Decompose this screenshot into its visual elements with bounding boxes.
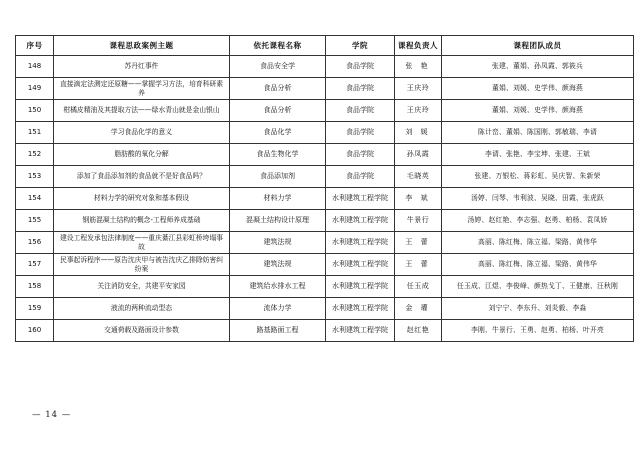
header-case-topic: 课程思政案例主题 bbox=[54, 36, 230, 56]
college-name: 水利建筑工程学院 bbox=[326, 298, 395, 320]
college-name: 水利建筑工程学院 bbox=[326, 254, 395, 276]
course-lead: 赵红艳 bbox=[395, 320, 442, 342]
row-number: 148 bbox=[16, 56, 54, 78]
course-name: 路基路面工程 bbox=[230, 320, 326, 342]
course-name: 建筑给水排水工程 bbox=[230, 276, 326, 298]
row-number: 153 bbox=[16, 166, 54, 188]
header-course-lead: 课程负责人 bbox=[395, 36, 442, 56]
course-lead: 王 蕾 bbox=[395, 254, 442, 276]
table-row bbox=[16, 144, 634, 166]
row-number: 157 bbox=[16, 254, 54, 276]
row-number: 158 bbox=[16, 276, 54, 298]
course-name: 建筑法规 bbox=[230, 254, 326, 276]
course-lead: 毛晓英 bbox=[395, 166, 442, 188]
course-case-table bbox=[15, 35, 634, 342]
row-number: 156 bbox=[16, 232, 54, 254]
course-name: 食品生物化学 bbox=[230, 144, 326, 166]
table-row bbox=[16, 298, 634, 320]
course-lead: 孙凤霞 bbox=[395, 144, 442, 166]
course-lead: 刘 媛 bbox=[395, 122, 442, 144]
college-name: 食品学院 bbox=[326, 100, 395, 122]
course-name: 食品分析 bbox=[230, 100, 326, 122]
row-number: 150 bbox=[16, 100, 54, 122]
document-page bbox=[15, 35, 633, 342]
page-number: — 14 — bbox=[32, 410, 72, 420]
row-number: 155 bbox=[16, 210, 54, 232]
table-row bbox=[16, 232, 634, 254]
case-topic: 民事起诉程序——原告沈庆甲与被告沈庆乙排除妨害纠纷案 bbox=[54, 254, 230, 276]
college-name: 水利建筑工程学院 bbox=[326, 210, 395, 232]
case-topic: 钢筋混凝土结构的概念-工程师养成基础 bbox=[54, 210, 230, 232]
header-number: 序号 bbox=[16, 36, 54, 56]
table-row bbox=[16, 166, 634, 188]
college-name: 食品学院 bbox=[326, 144, 395, 166]
case-topic: 交通荷载及路面设计参数 bbox=[54, 320, 230, 342]
team-members: 李刚、牛景行、王勇、赵勇、柏杨、叶开亮 bbox=[442, 320, 634, 342]
table-row bbox=[16, 122, 634, 144]
table-row bbox=[16, 100, 634, 122]
college-name: 水利建筑工程学院 bbox=[326, 320, 395, 342]
team-members: 董娟、刘媛、史学伟、颜海燕 bbox=[442, 100, 634, 122]
course-name: 食品安全学 bbox=[230, 56, 326, 78]
course-lead: 张 艳 bbox=[395, 56, 442, 78]
course-name: 材料力学 bbox=[230, 188, 326, 210]
college-name: 食品学院 bbox=[326, 78, 395, 100]
table-row bbox=[16, 254, 634, 276]
header-course-name: 依托课程名称 bbox=[230, 36, 326, 56]
team-members: 张建、董娟、孙凤霞、郭筱兵 bbox=[442, 56, 634, 78]
course-name: 流体力学 bbox=[230, 298, 326, 320]
team-members: 李谞、张艳、李宝坤、张建、王斌 bbox=[442, 144, 634, 166]
college-name: 水利建筑工程学院 bbox=[326, 276, 395, 298]
table-row bbox=[16, 320, 634, 342]
course-name: 食品化学 bbox=[230, 122, 326, 144]
case-topic: 液流的两种流动型态 bbox=[54, 298, 230, 320]
team-members: 张建、万银松、蒋彩虹、吴庆智、朱新荣 bbox=[442, 166, 634, 188]
table-row bbox=[16, 78, 634, 100]
course-name: 建筑法规 bbox=[230, 232, 326, 254]
case-topic: 苏丹红事件 bbox=[54, 56, 230, 78]
row-number: 149 bbox=[16, 78, 54, 100]
case-topic: 材料力学的研究对象和基本假设 bbox=[54, 188, 230, 210]
case-topic: 添加了食品添加剂的食品就不是好食品吗？ bbox=[54, 166, 230, 188]
course-lead: 任玉成 bbox=[395, 276, 442, 298]
header-team-members: 课程团队成员 bbox=[442, 36, 634, 56]
course-lead: 金 瓘 bbox=[395, 298, 442, 320]
college-name: 食品学院 bbox=[326, 166, 395, 188]
team-members: 高丽、陈红梅、陈立福、梁路、黄伟华 bbox=[442, 232, 634, 254]
course-lead: 王 蕾 bbox=[395, 232, 442, 254]
row-number: 154 bbox=[16, 188, 54, 210]
row-number: 151 bbox=[16, 122, 54, 144]
college-name: 水利建筑工程学院 bbox=[326, 188, 395, 210]
course-lead: 王庆玲 bbox=[395, 100, 442, 122]
team-members: 高丽、陈红梅、陈立福、梁路、黄伟华 bbox=[442, 254, 634, 276]
college-name: 食品学院 bbox=[326, 56, 395, 78]
case-topic: 关注消防安全，共建平安家园 bbox=[54, 276, 230, 298]
table-row bbox=[16, 56, 634, 78]
team-members: 汤婷、赵红艳、李志强、赵勇、柏杨、袁凤娇 bbox=[442, 210, 634, 232]
row-number: 160 bbox=[16, 320, 54, 342]
course-lead: 牛景行 bbox=[395, 210, 442, 232]
table-row bbox=[16, 276, 634, 298]
case-topic: 脂肪酸的氧化分解 bbox=[54, 144, 230, 166]
row-number: 152 bbox=[16, 144, 54, 166]
team-members: 董娟、刘媛、史学伟、颜海燕 bbox=[442, 78, 634, 100]
team-members: 汤婷、闫琴、韦利波、吴晓、田霞、张虎跃 bbox=[442, 188, 634, 210]
case-topic: 直接滴定法测定还原糖——掌握学习方法，培育科研素养 bbox=[54, 78, 230, 100]
header-college: 学院 bbox=[326, 36, 395, 56]
college-name: 食品学院 bbox=[326, 122, 395, 144]
team-members: 刘宁宁、李东升、刘炎毅、李淼 bbox=[442, 298, 634, 320]
case-topic: 建设工程发承包法律制度——重庆綦江县彩虹桥垮塌事故 bbox=[54, 232, 230, 254]
table-row bbox=[16, 188, 634, 210]
case-topic: 学习食品化学的意义 bbox=[54, 122, 230, 144]
course-lead: 王庆玲 bbox=[395, 78, 442, 100]
team-members: 任玉成、江煜、李俊峰、颜热戈丁、王健康、汪秋刚 bbox=[442, 276, 634, 298]
course-name: 食品添加剂 bbox=[230, 166, 326, 188]
table-header-row bbox=[16, 36, 634, 56]
course-name: 食品分析 bbox=[230, 78, 326, 100]
team-members: 陈计峦、董娟、陈国刚、郭敏瑞、李谞 bbox=[442, 122, 634, 144]
course-name: 混凝土结构设计原理 bbox=[230, 210, 326, 232]
row-number: 159 bbox=[16, 298, 54, 320]
college-name: 水利建筑工程学院 bbox=[326, 232, 395, 254]
course-lead: 李 斌 bbox=[395, 188, 442, 210]
table-row bbox=[16, 210, 634, 232]
case-topic: 柑橘皮精油及其提取方法——绿水青山就是金山银山 bbox=[54, 100, 230, 122]
